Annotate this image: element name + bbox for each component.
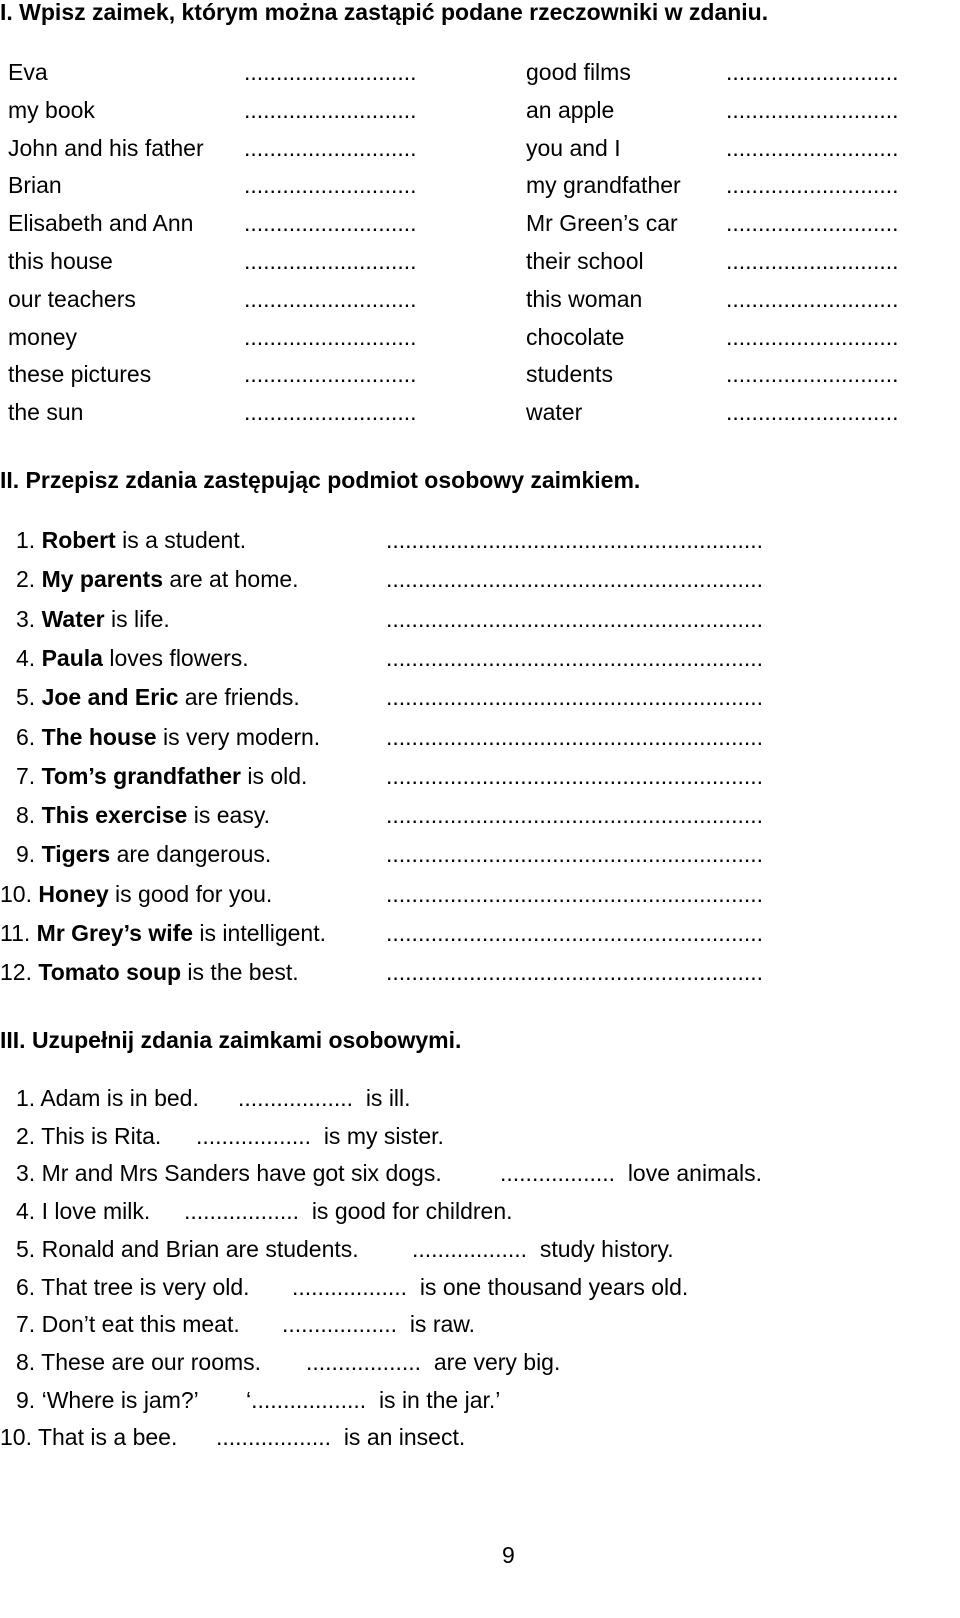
noun-left: money <box>8 323 78 350</box>
answer-blank: ........................... <box>726 59 899 85</box>
answer-line: ........................................................... <box>386 920 764 946</box>
answer-blank: ........................... <box>726 361 899 388</box>
noun-left: these pictures <box>8 361 152 388</box>
sentence-start: ‘Where is jam?’ <box>41 1386 199 1413</box>
item-number: 3. <box>16 605 36 632</box>
pronoun-blank-group <box>246 1386 500 1414</box>
sentence <box>16 1197 150 1225</box>
answer-blank: ........................... <box>244 285 417 312</box>
answer-line: ........................................................... <box>386 841 764 868</box>
item-number: 8. <box>16 802 36 829</box>
item-number: 1. <box>16 527 36 553</box>
answer-blank: ........................... <box>244 323 417 350</box>
answer-line: ........................................................... <box>386 723 764 750</box>
sentence <box>16 605 170 633</box>
answer-blank: ........................... <box>726 210 899 237</box>
space <box>331 1424 344 1450</box>
item-number: 2. <box>16 566 36 593</box>
sentence <box>0 880 272 908</box>
sentence <box>16 1084 199 1112</box>
predicate: are dangerous. <box>110 841 272 868</box>
predicate: is a student. <box>115 527 247 553</box>
sentence <box>16 723 320 751</box>
sentence <box>16 644 249 672</box>
item-number: 10. <box>0 880 32 907</box>
subject: Tom’s grandfather <box>41 762 241 789</box>
answer-blank: .................. <box>282 1311 398 1338</box>
sentence-end: is raw. <box>409 1311 475 1338</box>
predicate: is good for you. <box>108 880 273 907</box>
noun-right: this woman <box>526 285 643 312</box>
sentence-end: is in the jar.’ <box>378 1386 501 1413</box>
sentence-end: is my sister. <box>323 1122 444 1149</box>
answer-blank: ........................... <box>726 399 899 426</box>
section2-heading: II. Przepisz zdania zastępując podmiot osobowy zaimkiem. <box>0 467 641 493</box>
noun-left: our teachers <box>8 285 136 312</box>
answer-blank: ........................... <box>726 172 899 199</box>
answer-blank: ........................... <box>244 172 417 199</box>
sentence-start: That is a bee. <box>37 1424 178 1451</box>
answer-blank: .................. <box>292 1273 408 1300</box>
item-number: 9. <box>16 841 36 868</box>
noun-left: the sun <box>8 399 84 426</box>
sentence-start: Ronald and Brian are students. <box>41 1235 359 1262</box>
noun-right: Mr Green’s car <box>526 210 678 237</box>
noun-left: John and his father <box>8 134 204 161</box>
answer-blank: ........................... <box>244 210 417 237</box>
answer-line: ........................................................... <box>386 762 764 789</box>
predicate: loves flowers. <box>102 644 249 671</box>
answer-blank: ........................... <box>726 248 899 274</box>
answer-line: ........................................................... <box>386 527 764 553</box>
space <box>421 1349 434 1375</box>
space <box>397 1311 410 1337</box>
pronoun-blank-group <box>238 1084 411 1112</box>
pronoun-blank-group <box>282 1310 475 1338</box>
subject: Tigers <box>41 841 111 868</box>
pronoun-blank-group <box>306 1348 560 1376</box>
item-number: 6. <box>16 723 36 750</box>
sentence <box>16 1273 250 1301</box>
item-number: 12. <box>0 959 32 986</box>
predicate: are friends. <box>178 684 300 711</box>
sentence <box>16 526 246 554</box>
subject: Robert <box>41 527 116 553</box>
sentence <box>16 1159 442 1187</box>
item-number: 4. <box>16 1198 36 1225</box>
sentence-start: That tree is very old. <box>41 1273 250 1300</box>
item-number: 1. <box>16 1085 36 1111</box>
noun-right: good films <box>526 59 631 85</box>
pronoun-blank-group <box>500 1159 762 1187</box>
noun-right: chocolate <box>526 323 625 350</box>
answer-blank: .................. <box>306 1348 422 1375</box>
item-number: 5. <box>16 684 36 711</box>
answer-line: ........................................................... <box>386 644 764 671</box>
pronoun-blank-group <box>184 1197 513 1225</box>
sentence-end: is good for children. <box>311 1198 513 1225</box>
pronoun-blank-group <box>292 1273 688 1301</box>
space <box>527 1236 540 1262</box>
noun-right: you and I <box>526 134 621 161</box>
subject: Honey <box>38 880 109 907</box>
predicate: are at home. <box>163 566 299 593</box>
predicate: is intelligent. <box>193 920 327 946</box>
answer-blank: ........................... <box>726 134 899 161</box>
pronoun-blank-group <box>216 1423 465 1451</box>
sentence <box>16 565 299 593</box>
sentence <box>16 683 300 711</box>
sentence <box>16 1235 359 1263</box>
sentence-end: is an insect. <box>343 1424 466 1451</box>
sentence <box>16 1122 161 1150</box>
sentence <box>16 762 307 790</box>
noun-right: their school <box>526 248 644 274</box>
item-number: 3. <box>16 1160 36 1187</box>
answer-blank: ........................... <box>726 323 899 350</box>
item-number: 9. <box>16 1386 36 1413</box>
answer-blank: ........................... <box>244 59 417 85</box>
answer-blank: .................. <box>251 1386 367 1413</box>
space <box>353 1085 366 1111</box>
noun-left: Elisabeth and Ann <box>8 210 194 237</box>
noun-right: students <box>526 361 613 388</box>
open-quote: ‘ <box>246 1386 252 1413</box>
noun-right: an apple <box>526 96 615 123</box>
sentence-end: study history. <box>539 1235 674 1262</box>
noun-left: Eva <box>8 59 48 85</box>
sentence-start: This is Rita. <box>41 1122 162 1149</box>
sentence <box>0 919 326 947</box>
item-number: 6. <box>16 1273 36 1300</box>
item-number: 4. <box>16 644 36 671</box>
noun-left: this house <box>8 248 113 274</box>
sentence <box>16 1386 199 1414</box>
noun-right: water <box>526 399 583 426</box>
answer-blank: ........................... <box>244 134 417 161</box>
answer-line: ........................................................... <box>386 880 764 907</box>
sentence <box>0 1423 177 1451</box>
answer-blank: .................. <box>238 1085 354 1111</box>
noun-left: my book <box>8 96 95 123</box>
sentence-end: is one thousand years old. <box>419 1273 689 1300</box>
space <box>299 1198 312 1224</box>
sentence <box>16 1310 240 1338</box>
item-number: 2. <box>16 1122 36 1149</box>
page-number: 9 <box>502 1542 515 1568</box>
sentence-end: love animals. <box>627 1160 763 1187</box>
space <box>615 1160 628 1186</box>
sentence-start: Adam is in bed. <box>40 1085 199 1111</box>
answer-line: ........................................................... <box>386 959 764 986</box>
item-number: 11. <box>0 920 31 946</box>
answer-blank: .................. <box>184 1198 300 1225</box>
item-number: 7. <box>16 762 36 789</box>
item-number: 5. <box>16 1235 36 1262</box>
answer-blank: ........................... <box>726 96 899 123</box>
sentence <box>16 840 271 868</box>
answer-blank: .................. <box>412 1235 528 1262</box>
answer-blank: ........................... <box>244 96 417 123</box>
answer-blank: .................. <box>216 1424 332 1451</box>
sentence <box>16 1348 261 1376</box>
predicate: is easy. <box>187 802 270 829</box>
sentence-end: is ill. <box>365 1085 411 1111</box>
predicate: is life. <box>104 605 170 632</box>
subject: The house <box>41 723 157 750</box>
sentence-start: These are our rooms. <box>41 1348 262 1375</box>
section3-heading: III. Uzupełnij zdania zaimkami osobowymi. <box>0 1027 462 1053</box>
space <box>366 1387 379 1413</box>
answer-blank: ........................... <box>244 248 417 274</box>
subject: This exercise <box>41 802 188 829</box>
subject: Tomato soup <box>38 959 182 986</box>
subject: Joe and Eric <box>41 684 179 711</box>
sentence-start: Don’t eat this meat. <box>41 1311 240 1338</box>
answer-line: ........................................................... <box>386 684 764 711</box>
section1-heading: I. Wpisz zaimek, którym można zastąpić podane rzeczowniki w zdaniu. <box>0 0 769 25</box>
predicate: is the best. <box>181 959 299 986</box>
noun-left: Brian <box>8 172 62 199</box>
pronoun-blank-group <box>412 1235 674 1263</box>
item-number: 7. <box>16 1311 36 1338</box>
noun-right: my grandfather <box>526 172 681 199</box>
subject: Mr Grey’s wife <box>36 920 194 946</box>
answer-blank: ........................... <box>244 361 417 388</box>
item-number: 10. <box>0 1424 32 1451</box>
space <box>407 1274 420 1300</box>
subject: Water <box>41 605 105 632</box>
predicate: is very modern. <box>156 723 321 750</box>
sentence-start: Mr and Mrs Sanders have got six dogs. <box>41 1160 442 1187</box>
answer-blank: ........................... <box>726 285 899 312</box>
subject: Paula <box>41 644 103 671</box>
subject: My parents <box>41 566 164 593</box>
sentence-end: are very big. <box>433 1348 561 1375</box>
space <box>311 1123 324 1149</box>
sentence <box>16 801 270 829</box>
answer-blank: .................. <box>500 1160 616 1187</box>
answer-line: ........................................................... <box>386 605 764 632</box>
answer-blank: .................. <box>196 1122 312 1149</box>
answer-line: ........................................................... <box>386 566 764 593</box>
pronoun-blank-group <box>196 1122 444 1150</box>
sentence-start: I love milk. <box>41 1198 151 1225</box>
answer-blank: ........................... <box>244 399 417 426</box>
item-number: 8. <box>16 1348 36 1375</box>
sentence <box>0 958 299 986</box>
answer-line: ........................................................... <box>386 802 764 829</box>
predicate: is old. <box>240 762 308 789</box>
